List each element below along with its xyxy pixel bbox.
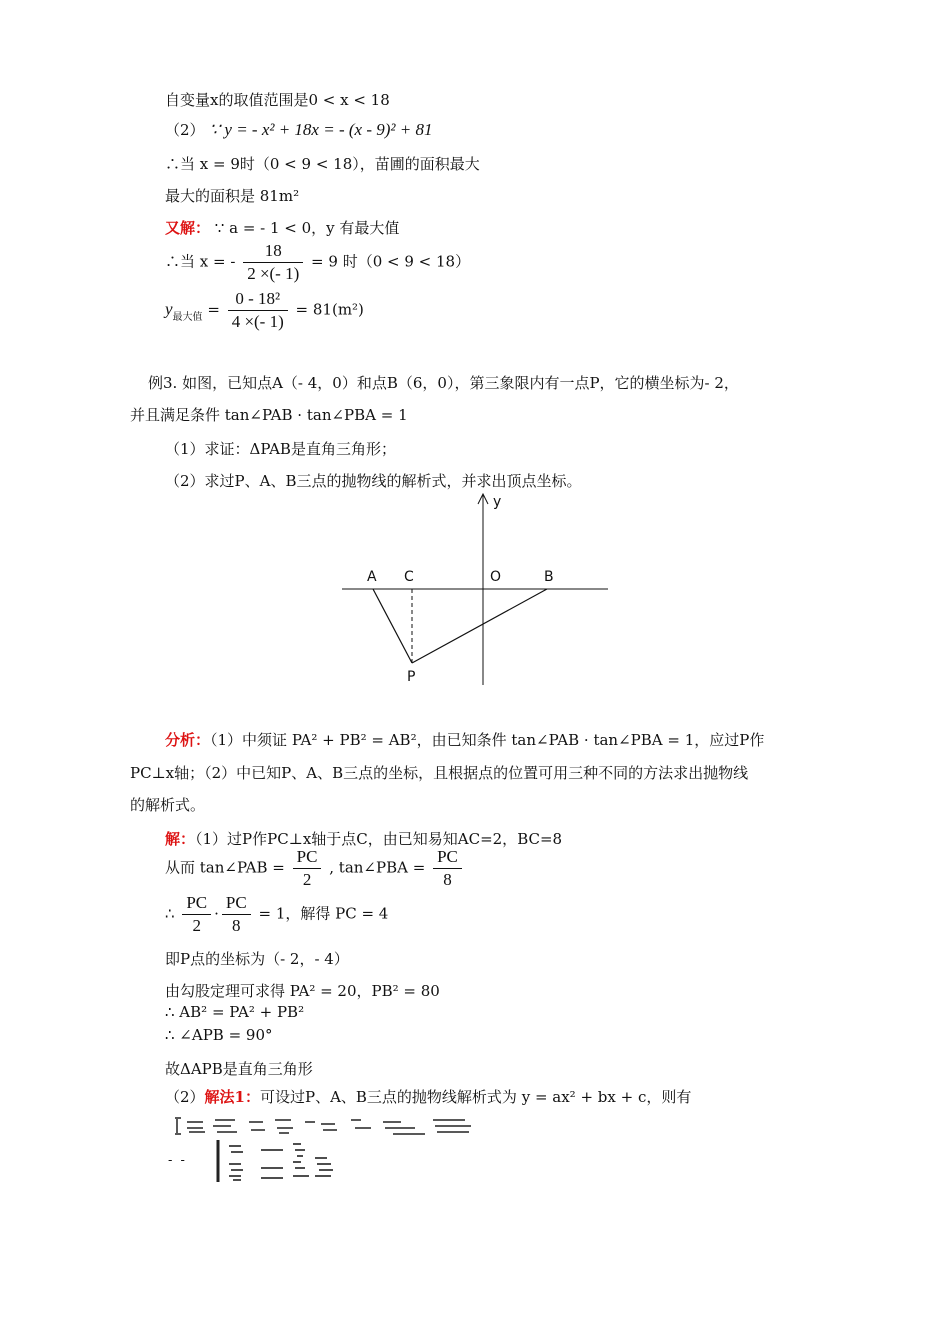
method1-pre: （2）	[165, 1088, 205, 1106]
ymax-fraction	[228, 288, 288, 333]
domain-line: 自变量x的取值范围是0 < x < 18	[165, 91, 390, 109]
solution-text1: （1）过P作PC⊥x轴于点C，由已知易知AC=2，BC=8	[195, 830, 563, 848]
ab-sq-line: ∴ AB² = PA² + PB²	[165, 1003, 305, 1021]
prod-num2: PC	[222, 892, 251, 915]
when2-line	[165, 240, 470, 285]
conclusion-line: 故ΔAPB是直角三角形	[165, 1060, 313, 1078]
tan-mid: , tan∠PBA =	[329, 858, 426, 877]
alt-solution-label: 又解：	[165, 219, 211, 237]
when2-pre: ∴当 x = -	[165, 252, 236, 271]
prod-den2: 8	[232, 916, 241, 935]
pyth-line: 由勾股定理可求得 PA² = 20，PB² = 80	[165, 982, 440, 1000]
ymax-sub: 最大值	[172, 311, 203, 323]
solution-label: 解：	[165, 830, 196, 848]
coordinate-figure	[330, 488, 620, 693]
label-a: A	[367, 569, 377, 585]
when2-fraction	[243, 240, 303, 285]
ymax-numerator: 0 - 18²	[228, 288, 288, 311]
method1-text: 可设过P、A、B三点的抛物线解析式为 y = ax² + bx + c，则有	[259, 1088, 692, 1106]
analysis-line2: PC⊥x轴；（2）中已知P、A、B三点的坐标，且根据点的位置可用三种不同的方法求出抛物线	[130, 764, 749, 782]
ymax-eq: =	[207, 300, 220, 319]
garbled-equation-system	[165, 1114, 485, 1186]
method1-label: 解法1：	[204, 1088, 260, 1106]
tan-pre: 从而 tan∠PAB =	[165, 858, 285, 877]
garbled-row1	[175, 1118, 471, 1134]
tan-frac2	[433, 846, 462, 891]
when-line: ∴当 x = 9时（0 < 9 < 18），苗圃的面积最大	[165, 155, 480, 173]
garbled-dash: - -	[168, 1153, 187, 1168]
p-coord-line: 即P点的坐标为（- 2，- 4）	[165, 950, 349, 968]
segment-ap	[373, 589, 412, 663]
prod-pre: ∴	[165, 904, 175, 923]
ymax-denominator: 4 ×(- 1)	[231, 312, 284, 331]
example3-line1: 例3. 如图，已知点A（- 4，0）和点B（6，0），第三象限内有一点P，它的横坐标为- 2，	[148, 374, 739, 392]
tan-num2: PC	[433, 846, 462, 869]
q2-label: （2）	[165, 121, 205, 139]
prod-frac2	[222, 892, 251, 937]
label-p: P	[407, 669, 416, 685]
analysis-line3: 的解析式。	[130, 796, 206, 814]
tan-den1: 2	[302, 870, 312, 889]
when2-numerator: 18	[243, 240, 303, 263]
ymax-post: = 81(m²)	[295, 300, 364, 319]
prod-dot: ·	[214, 904, 219, 923]
analysis-text1: （1）中须证 PA² + PB² = AB²，由已知条件 tan∠PAB · tan∠PBA = 1，应过P作	[210, 731, 765, 749]
q2-equation: ∵ y = - x² + 18x = - (x - 9)² + 81	[209, 120, 433, 139]
alt-solution-text: ∵ a = - 1 < 0，y 有最大值	[214, 219, 400, 237]
garbled-rows-2-3	[229, 1144, 333, 1180]
label-o: O	[490, 569, 502, 585]
example3-line2: 并且满足条件 tan∠PAB · tan∠PBA = 1	[130, 406, 408, 424]
angle-line: ∴ ∠APB = 90°	[165, 1026, 273, 1044]
prod-den1: 2	[192, 916, 201, 935]
prod-post: = 1，解得 PC = 4	[258, 904, 389, 923]
ymax-line	[165, 288, 364, 333]
method1-line	[165, 1086, 691, 1108]
tan-den2: 8	[443, 870, 452, 889]
alt-solution-line	[165, 217, 399, 239]
label-c: C	[404, 569, 414, 585]
example3-q1: （1）求证：ΔPAB是直角三角形；	[165, 440, 396, 458]
prod-num1: PC	[182, 892, 211, 915]
ymax-var: y	[165, 299, 173, 319]
tan-num1: PC	[293, 846, 322, 869]
product-line	[165, 892, 388, 937]
prod-frac1	[182, 892, 211, 937]
example3-q2: （2）求过P、A、B三点的抛物线的解析式，并求出顶点坐标。	[165, 472, 582, 490]
when2-post: = 9 时（0 < 9 < 18）	[311, 252, 471, 271]
analysis-label: 分析：	[165, 731, 211, 749]
q2-equation-line	[165, 119, 432, 141]
analysis-line1	[165, 729, 764, 751]
max-area-line: 最大的面积是 81m²	[165, 187, 300, 205]
label-y: y	[493, 494, 502, 510]
tan-frac1	[293, 846, 322, 891]
label-b: B	[544, 569, 554, 585]
segment-pb	[412, 589, 547, 663]
when2-denominator: 2 ×(- 1)	[247, 264, 300, 283]
tan-line	[165, 846, 465, 891]
